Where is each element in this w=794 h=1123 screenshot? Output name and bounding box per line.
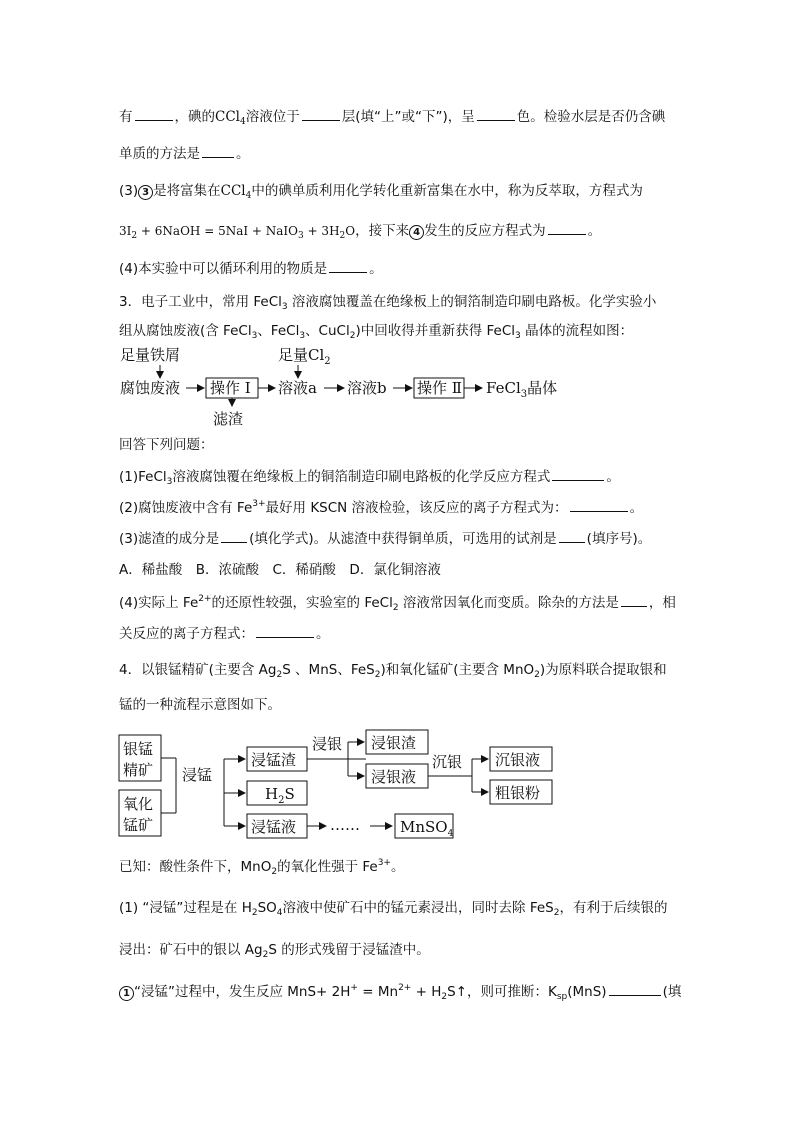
solution-b-label: 溶液b (347, 379, 387, 397)
sub-question-4-line-1: (4)实际上 $Fe^{2+}$的还原性较强，实验室的 FeCl$_2$ 溶液常因氧化而变质。除杂的方法是 ，相 (119, 594, 676, 613)
sub-question-2: (2)腐蚀废液中含有 $Fe^{3+}$最好用 KSCN 溶液检验，该反应的离子方程式为： 。 (119, 499, 644, 516)
silver-manganese-flow-diagram (118, 722, 568, 842)
question-4-line-2: 锰的一种流程示意图如下。 (119, 697, 281, 713)
sub-question-1: (1)FeCl$_3$溶液腐蚀覆在绝缘板上的铜箔制造印刷电路板的化学反应方程式 。 (119, 469, 620, 487)
svg-text:银锰: 银锰 (123, 740, 154, 758)
circled-4-icon: 4 (409, 225, 424, 240)
answer-prompt: 回答下列问题： (119, 437, 214, 453)
sub-question-3: (3)滤渣的成分是 (填化学式)。从滤渣中获得铜单质，可选用的试剂是 (填序号)。 (119, 531, 652, 547)
svg-text:浸锰渣: 浸锰渣 (251, 751, 297, 769)
sub-question-4-line-2: 关反应的离子方程式： 。 (119, 626, 330, 642)
operation-2-label: 操作 Ⅱ (417, 379, 462, 397)
fecl3-flow-diagram (110, 340, 580, 430)
text-line-1: 有 ，碘的CCl$_4$溶液位于 层(填“上”或“下”)，呈 色。检验水层是否仍含碘 (119, 109, 666, 127)
leach-mn-label: 浸锰 (182, 766, 213, 784)
svg-text:氧化: 氧化 (123, 795, 154, 813)
svg-text:浸银渣: 浸银渣 (371, 734, 417, 752)
circled-1-icon: 1 (119, 986, 134, 1001)
svg-text:精矿: 精矿 (123, 761, 154, 779)
circled-3-icon: 3 (138, 185, 153, 200)
svg-text:浸锰液: 浸锰液 (251, 818, 297, 836)
svg-text:锰矿: 锰矿 (123, 816, 154, 834)
svg-text:……: …… (330, 816, 360, 834)
text-line-3: (3) 3 是将富集在CCl$_4$中的碘单质利用化学转化重新富集在水中，称为反萃取，方程式为 (119, 183, 643, 201)
operation-1-label: 操作 Ⅰ (210, 379, 251, 397)
precipitate-ag-label: 沉银 (432, 753, 463, 771)
text-line-5: (4)本实验中可以循环利用的物质是 。 (119, 261, 383, 277)
solution-a-label: 溶液a (278, 379, 317, 397)
svg-text:H2S: $H_2S$ (265, 785, 295, 806)
leach-ag-label: 浸银 (312, 735, 343, 753)
part-1-line-1: (1) “浸锰”过程是在 $H_2SO_4$溶液中使矿石中的锰元素浸出，同时去除 FeS$_2$，有利于后续银的 (119, 900, 668, 918)
residue-label: 滤渣 (213, 410, 244, 428)
known-condition: 已知：酸性条件下，MnO$_2$的氧化性强于 $Fe^{3+}$。 (119, 858, 405, 877)
part-1-line-3: 1 “浸锰”过程中，发生反应 $MnS+ 2H^+ = Mn^{2+}$ + $H_2S↑$，则可推断：$K_{sp}(MnS)$ (填 (119, 983, 681, 1001)
options-line: A．稀盐酸 B．浓硫酸 C．稀硝酸 D．氯化铜溶液 (119, 562, 441, 578)
svg-text:MnSO4: MnSO$_4$ (400, 818, 454, 839)
feed-iron-filings: 足量铁屑 (120, 346, 181, 364)
question-4-line-1: 4．以银锰精矿(主要含 $Ag_2S$ 、MnS、FeS$_2$)和氧化锰矿(主要含 MnO$_2$)为原料联合提取银和 (119, 662, 667, 680)
svg-text:沉银液: 沉银液 (495, 751, 541, 769)
text-line-4: $3I_2$ + 6NaOH = 5NaI + NaIO$_3$ + $3H_2O$，接下来 4 发生的反应方程式为 。 (119, 223, 602, 241)
product-label: FeCl$_3$晶体 (486, 379, 558, 400)
question-3-line-1: 3．电子工业中，常用 FeCl$_3$ 溶液腐蚀覆盖在绝缘板上的铜箔制造印刷电路板。化学实验小 (119, 294, 657, 312)
question-3-line-2: 组从腐蚀废液(含 FeCl$_3$、FeCl$_3$、CuCl$_2$)中回收得并重新获得 FeCl$_3$ 晶体的流程如图： (119, 323, 634, 341)
waste-liquid-label: 腐蚀废液 (120, 379, 181, 397)
part-1-line-2: 浸出：矿石中的银以 $Ag_2S$ 的形式残留于浸锰渣中。 (119, 942, 430, 960)
svg-text:浸银液: 浸银液 (371, 768, 417, 786)
svg-text:粗银粉: 粗银粉 (495, 784, 541, 802)
feed-chlorine: 足量$Cl_2$ (278, 346, 331, 367)
text-line-2: 单质的方法是 。 (119, 146, 250, 162)
